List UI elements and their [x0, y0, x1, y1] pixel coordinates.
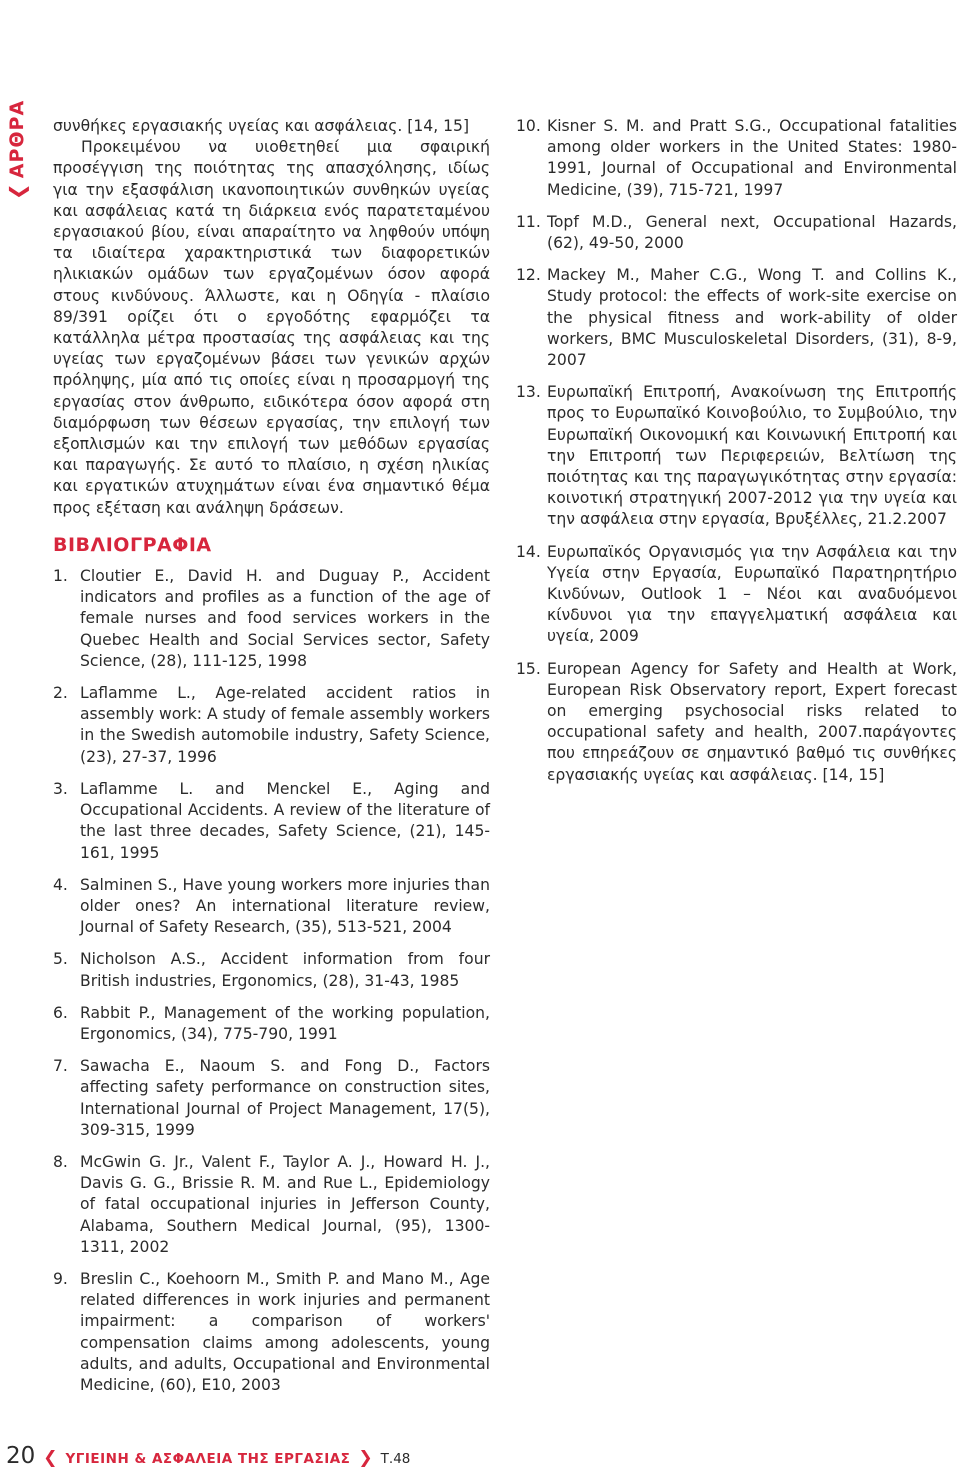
reference-text: Topf M.D., General next, Occupational Hazards, (62), 49-50, 2000: [547, 212, 957, 253]
reference-number: 5.: [53, 950, 68, 969]
paragraph-text: Προκειμένου να υιοθετηθεί μια σφαιρική προσέγγιση της ποιότητας της απασχόλησης, ιδίως για την εξασφάλιση ικανοποιητικών συνθηκών υγείας και ασφάλειας κατά τη διάρκεια ενός παρατεταμένου εργασιακού βίου, είναι απαραίτητο να ληφθούν υπόψη τα ιδιαίτερα χαρακτηριστικά των διαφορετικών ηλικιακών ομάδων των εργαζομένων όσον αφορά στους κινδύνους. Άλλωστε, και η Οδηγία - πλαίσιο 89/391 ορίζει ότι ο εργοδότης εφαρμόζει τα κατάλληλα μέτρα προστασίας της ασφάλειας και της υγείας των εργαζομένων βάσει των γενικών αρχών πρόληψης, μία από τις οποίες είναι η προσαρμογή της εργασίας στον άνθρωπο, ειδικότερα όσον αφορά στη διαμόρφωση των θέσεων εργασίας, την επιλογή των εξοπλισμών και την επιλογή των μεθόδων εργασίας και παραγωγής. Σε αυτό το πλαίσιο, η σχέση ηλικίας και εργατικών ατυχημάτων είναι ένα σημαντικό θέμα προς εξέταση και ανάληψη δράσεων.: [53, 138, 490, 517]
reference-text: McGwin G. Jr., Valent F., Taylor A. J., Howard H. J., Davis G. G., Brissie R. M. and Rue L., Epidemiology of fatal occupational injuries in Jefferson County, Alabama, Southern Medical Journal, (95), 1300-1311, 2002: [80, 1152, 490, 1256]
reference-number: 12.: [516, 266, 541, 285]
reference-list-left: [53, 566, 490, 1396]
reference-item: [53, 949, 490, 991]
section-tab-label-group: [2, 90, 32, 200]
reference-number: 1.: [53, 567, 68, 586]
right-column: [516, 116, 957, 797]
reference-item: [53, 1056, 490, 1141]
page-number: 20: [6, 1443, 36, 1469]
reference-text: European Agency for Safety and Health at Work, European Risk Observatory report, Expert forecast on emerging psychosocial risks related to occupational safety and health, 2007.παράγοντες που επηρεάζουν σε σημαντικό βαθμό τις συνθήκες εργασιακής υγείας και ασφάλειας. [14, 15]: [547, 659, 957, 784]
reference-number: 4.: [53, 875, 68, 894]
publication-title: ΥΓΙΕΙΝΗ & ΑΣΦΑΛΕΙΑ ΤΗΣ ΕΡΓΑΣΙΑΣ: [65, 1451, 351, 1467]
reference-number: 15.: [516, 659, 541, 678]
reference-item: [516, 265, 957, 371]
reference-number: 10.: [516, 117, 541, 135]
reference-text: Nicholson A.S., Accident information from four British industries, Ergonomics, (28), 31-43, 1985: [80, 950, 490, 990]
reference-item: [53, 1269, 490, 1396]
reference-number: 7.: [53, 1057, 68, 1076]
chevron-left-icon: ❮: [5, 182, 29, 200]
reference-text: Rabbit P., Management of the working population, Ergonomics, (34), 775-790, 1991: [80, 1003, 490, 1043]
reference-item: [53, 683, 490, 768]
reference-text: Ευρωπαϊκή Επιτροπή, Ανακοίνωση της Επιτροπής προς το Ευρωπαϊκό Κοινοβούλιο, το Συμβούλιο, την Ευρωπαϊκή Οικονομική και Κοινωνική Επιτροπή και την Επιτροπή των Περιφερειών, Βελτίωση της ποιότητας και της παραγωγικότητας στην εργασία: κοινοτική στρατηγική 2007-2012 για την υγεία και την ασφάλεια στην εργασία, Βρυξέλλες, 21.2.2007: [547, 383, 957, 529]
reference-item: [53, 566, 490, 672]
reference-item: [516, 542, 957, 648]
reference-item: [53, 1003, 490, 1045]
reference-text: Sawacha E., Naoum S. and Fong D., Factors affecting safety performance on construction sites, International Journal of Project Management, 17(5), 309-315, 1999: [80, 1057, 490, 1139]
paragraph-main: [53, 137, 490, 519]
reference-text: Kisner S. M. and Pratt S.G., Occupational fatalities among older workers in the United States: 1980-1991, Journal of Occupational and Environmental Medicine, (39), 715-721, 1997: [547, 117, 957, 199]
reference-list-right: [516, 116, 957, 786]
reference-item: [516, 659, 957, 786]
paragraph-continuation: συνθήκες εργασιακής υγείας και ασφάλειας. [14, 15]: [53, 117, 470, 135]
reference-number: 6.: [53, 1003, 68, 1022]
issue-number: Τ.48: [380, 1451, 411, 1467]
reference-item: [516, 382, 957, 530]
reference-item: [516, 116, 957, 201]
reference-number: 8.: [53, 1152, 68, 1171]
chevron-right-icon: ❯: [358, 1448, 373, 1468]
section-label: ΑΡΘΡΑ: [6, 99, 28, 179]
chevron-left-icon: ❮: [43, 1448, 58, 1468]
reference-number: 11.: [516, 212, 541, 231]
reference-number: 3.: [53, 779, 68, 798]
reference-number: 9.: [53, 1269, 68, 1288]
section-tab: [2, 90, 32, 200]
reference-text: Salminen S., Have young workers more injuries than older ones? An international literature review, Journal of Safety Research, (35), 513-521, 2004: [80, 875, 490, 937]
reference-text: Cloutier E., David H. and Duguay P., Accident indicators and profiles as a function of the age of female nurses and food services workers in the Quebec Health and Social Services sector, Safety Science, (28), 111-125, 1998: [80, 567, 490, 670]
bibliography-heading: ΒΙΒΛΙΟΓΡΑΦΙΑ: [53, 533, 212, 556]
reference-number: 2.: [53, 684, 68, 703]
left-column: [53, 116, 490, 1407]
reference-text: Laflamme L. and Menckel E., Aging and Occupational Accidents. A review of the literature of the last three decades, Safety Science, (21), 145-161, 1995: [80, 779, 490, 862]
reference-item: [53, 1152, 490, 1258]
reference-text: Breslin C., Koehoorn M., Smith P. and Mano M., Age related differences in work injuries and permanent impairment: a comparison of workers' compensation claims among adolescents, young adults, and adults, Occupational and Environmental Medicine, (60), E10, 2003: [80, 1269, 490, 1394]
reference-item: [53, 779, 490, 864]
reference-number: 14.: [516, 542, 541, 561]
reference-text: Ευρωπαϊκός Οργανισμός για την Ασφάλεια και την Υγεία στην Εργασία, Ευρωπαϊκό Παρατηρητήριο Κινδύνων, Outlook 1 – Νέοι και αναδυόμενοι κίνδυνοι για την επαγγελματική ασφάλεια και υγεία, 2009: [547, 542, 957, 646]
reference-text: Laflamme L., Age-related accident ratios in assembly work: A study of female assembly workers in the Swedish automobile industry, Safety Science, (23), 27-37, 1996: [80, 684, 490, 766]
reference-item: [53, 875, 490, 939]
page-footer: [6, 1443, 410, 1469]
reference-text: Mackey M., Maher C.G., Wong T. and Collins K., Study protocol: the effects of work-site exercise on the physical fitness and work-ability of older workers, BMC Musculoskeletal Disorders, (31), 8-9, 2007: [547, 266, 957, 370]
reference-number: 13.: [516, 383, 541, 402]
body-paragraph: [53, 116, 490, 519]
reference-item: [516, 212, 957, 254]
